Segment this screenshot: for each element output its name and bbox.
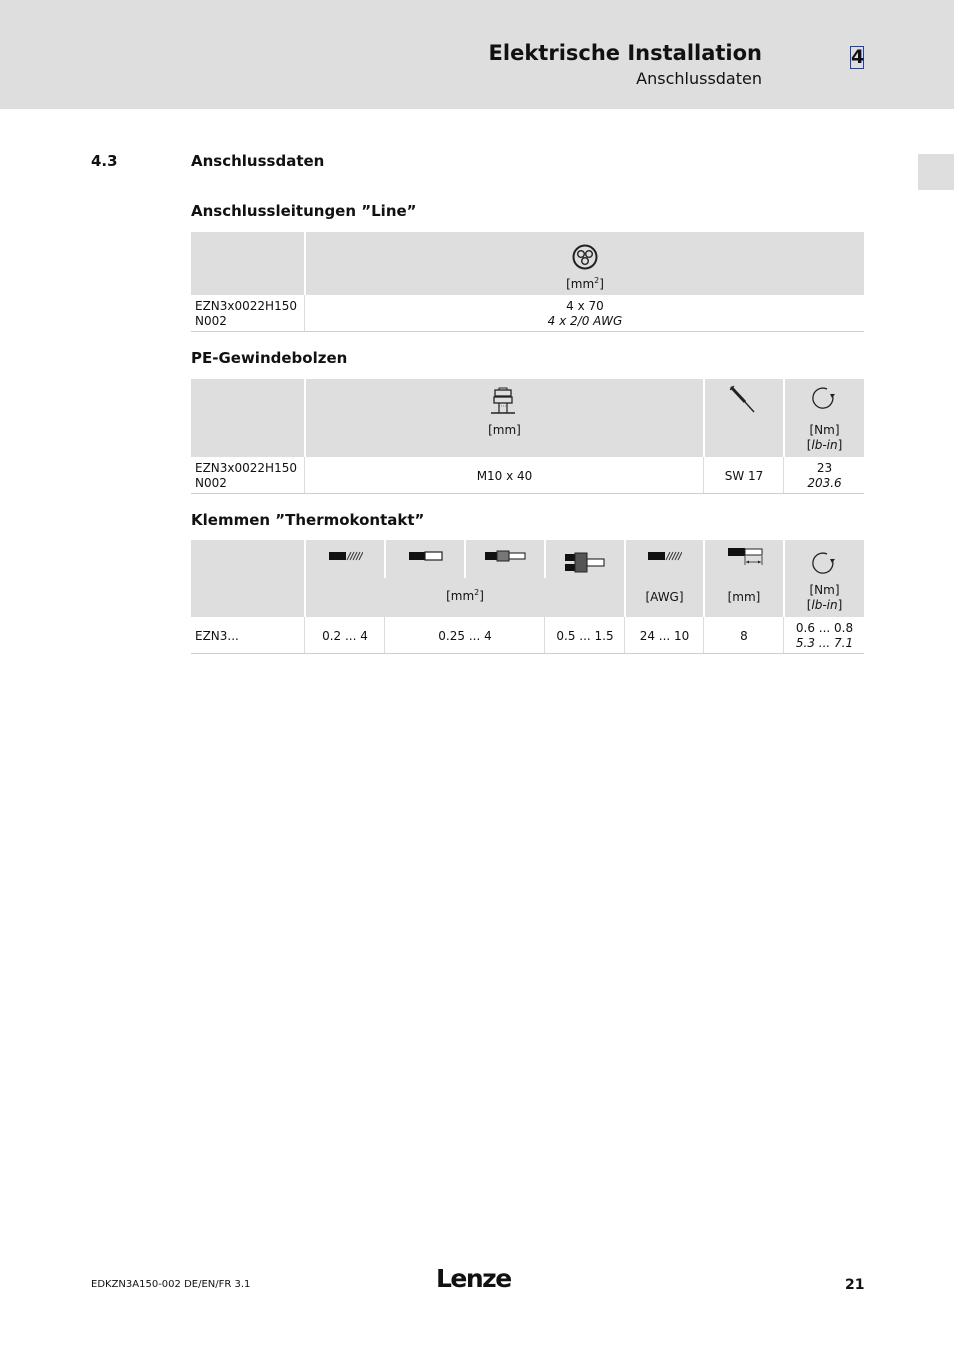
- divider: [703, 457, 704, 493]
- line-table: [191, 232, 864, 332]
- terminal-unit-mm: [mm]: [727, 590, 761, 604]
- divider: [544, 617, 545, 653]
- terminal-row-label: EZN3...: [195, 629, 239, 643]
- header-band: [0, 0, 954, 109]
- divider: [624, 617, 625, 653]
- terminal-value-awg: 24 ... 10: [639, 629, 690, 643]
- pe-unit-mm: [mm]: [488, 423, 521, 437]
- pe-header-label-cell: [191, 379, 304, 457]
- page-number: 21: [845, 1277, 865, 1293]
- terminal-unit-torque: [Nm] [lb-in]: [785, 583, 864, 613]
- divider: [384, 617, 385, 653]
- section-title: Anschlussdaten: [191, 152, 325, 170]
- terminal-value-stranded: 0.2 ... 4: [322, 629, 368, 643]
- cable-cross-section-icon: [572, 244, 598, 270]
- pe-table: [191, 379, 864, 494]
- divider: [304, 457, 305, 493]
- pe-header-bolt-cell: [306, 379, 703, 457]
- line-row-value: 4 x 70 4 x 2/0 AWG: [547, 299, 623, 328]
- terminal-header-label-cell: [191, 540, 304, 617]
- line-unit-label: $[mm^2]$: [566, 276, 604, 291]
- torque-rotate-icon: [811, 385, 837, 411]
- lenze-logo: Lenze: [436, 1264, 511, 1293]
- divider: [703, 617, 704, 653]
- side-tab-marker: [918, 154, 954, 190]
- line-header-label-cell: [191, 232, 304, 295]
- terminal-unit-awg: [AWG]: [645, 590, 684, 604]
- terminal-value-torque: 0.6 ... 0.8 5.3 ... 7.1: [795, 621, 854, 650]
- section-number: 4.3: [91, 152, 118, 170]
- divider: [304, 617, 305, 653]
- stranded-wire-icon: [329, 551, 363, 561]
- row-bottom-line: [191, 331, 864, 332]
- terminal-table: [191, 540, 864, 654]
- torque-rotate-icon: [811, 550, 837, 576]
- document-id: EDKZN3A150-002 DE/EN/FR 3.1: [91, 1279, 251, 1290]
- pe-header-torque-cell: [785, 379, 864, 457]
- divider: [783, 457, 784, 493]
- divider: [544, 540, 546, 578]
- terminal-value-ferrule: 0.25 ... 4: [438, 629, 492, 643]
- pe-unit-torque: [Nm] [lb-in]: [785, 423, 864, 453]
- stranded-wire-awg-icon: [648, 551, 682, 561]
- pe-unit-lbin: [lb-in]: [806, 438, 843, 452]
- divider: [464, 540, 466, 578]
- row-bottom-line: [191, 653, 864, 654]
- twin-ferrule-icon: [565, 552, 607, 574]
- row-bottom-line: [191, 493, 864, 494]
- line-row-label: EZN3x0022H150 N002: [195, 299, 297, 328]
- pe-wrench-value: SW 17: [724, 469, 764, 483]
- terminal-value-strip: 8: [740, 629, 748, 643]
- divider: [304, 295, 305, 331]
- wire-end-ferrule-icon: [409, 550, 443, 562]
- line-header-unit-cell: [306, 232, 864, 295]
- terminal-value-twin-ferrule: 0.5 ... 1.5: [556, 629, 614, 643]
- strip-length-icon: [728, 547, 764, 567]
- line-table-heading: Anschlussleitungen ”Line”: [191, 202, 417, 220]
- divider: [783, 617, 784, 653]
- insulated-ferrule-icon: [485, 550, 527, 562]
- divider: [384, 540, 386, 578]
- threaded-bolt-icon: [491, 387, 515, 415]
- pe-table-heading: PE-Gewindebolzen: [191, 349, 348, 367]
- chapter-number[interactable]: 4: [851, 46, 865, 68]
- pe-row-label: EZN3x0022H150 N002: [195, 461, 297, 490]
- pe-header-wrench-cell: [705, 379, 783, 457]
- terminal-unit-lbin: [lb-in]: [806, 598, 843, 612]
- wrench-icon: [727, 384, 757, 414]
- pe-torque-value: 23 203.6: [807, 461, 842, 490]
- chapter-title: Elektrische Installation: [488, 41, 762, 65]
- chapter-subtitle: Anschlussdaten: [636, 69, 762, 88]
- terminal-table-heading: Klemmen ”Thermokontakt”: [191, 511, 425, 529]
- terminal-unit-mm2: $[mm^2]$: [446, 588, 484, 603]
- pe-bolt-value: M10 x 40: [476, 469, 533, 483]
